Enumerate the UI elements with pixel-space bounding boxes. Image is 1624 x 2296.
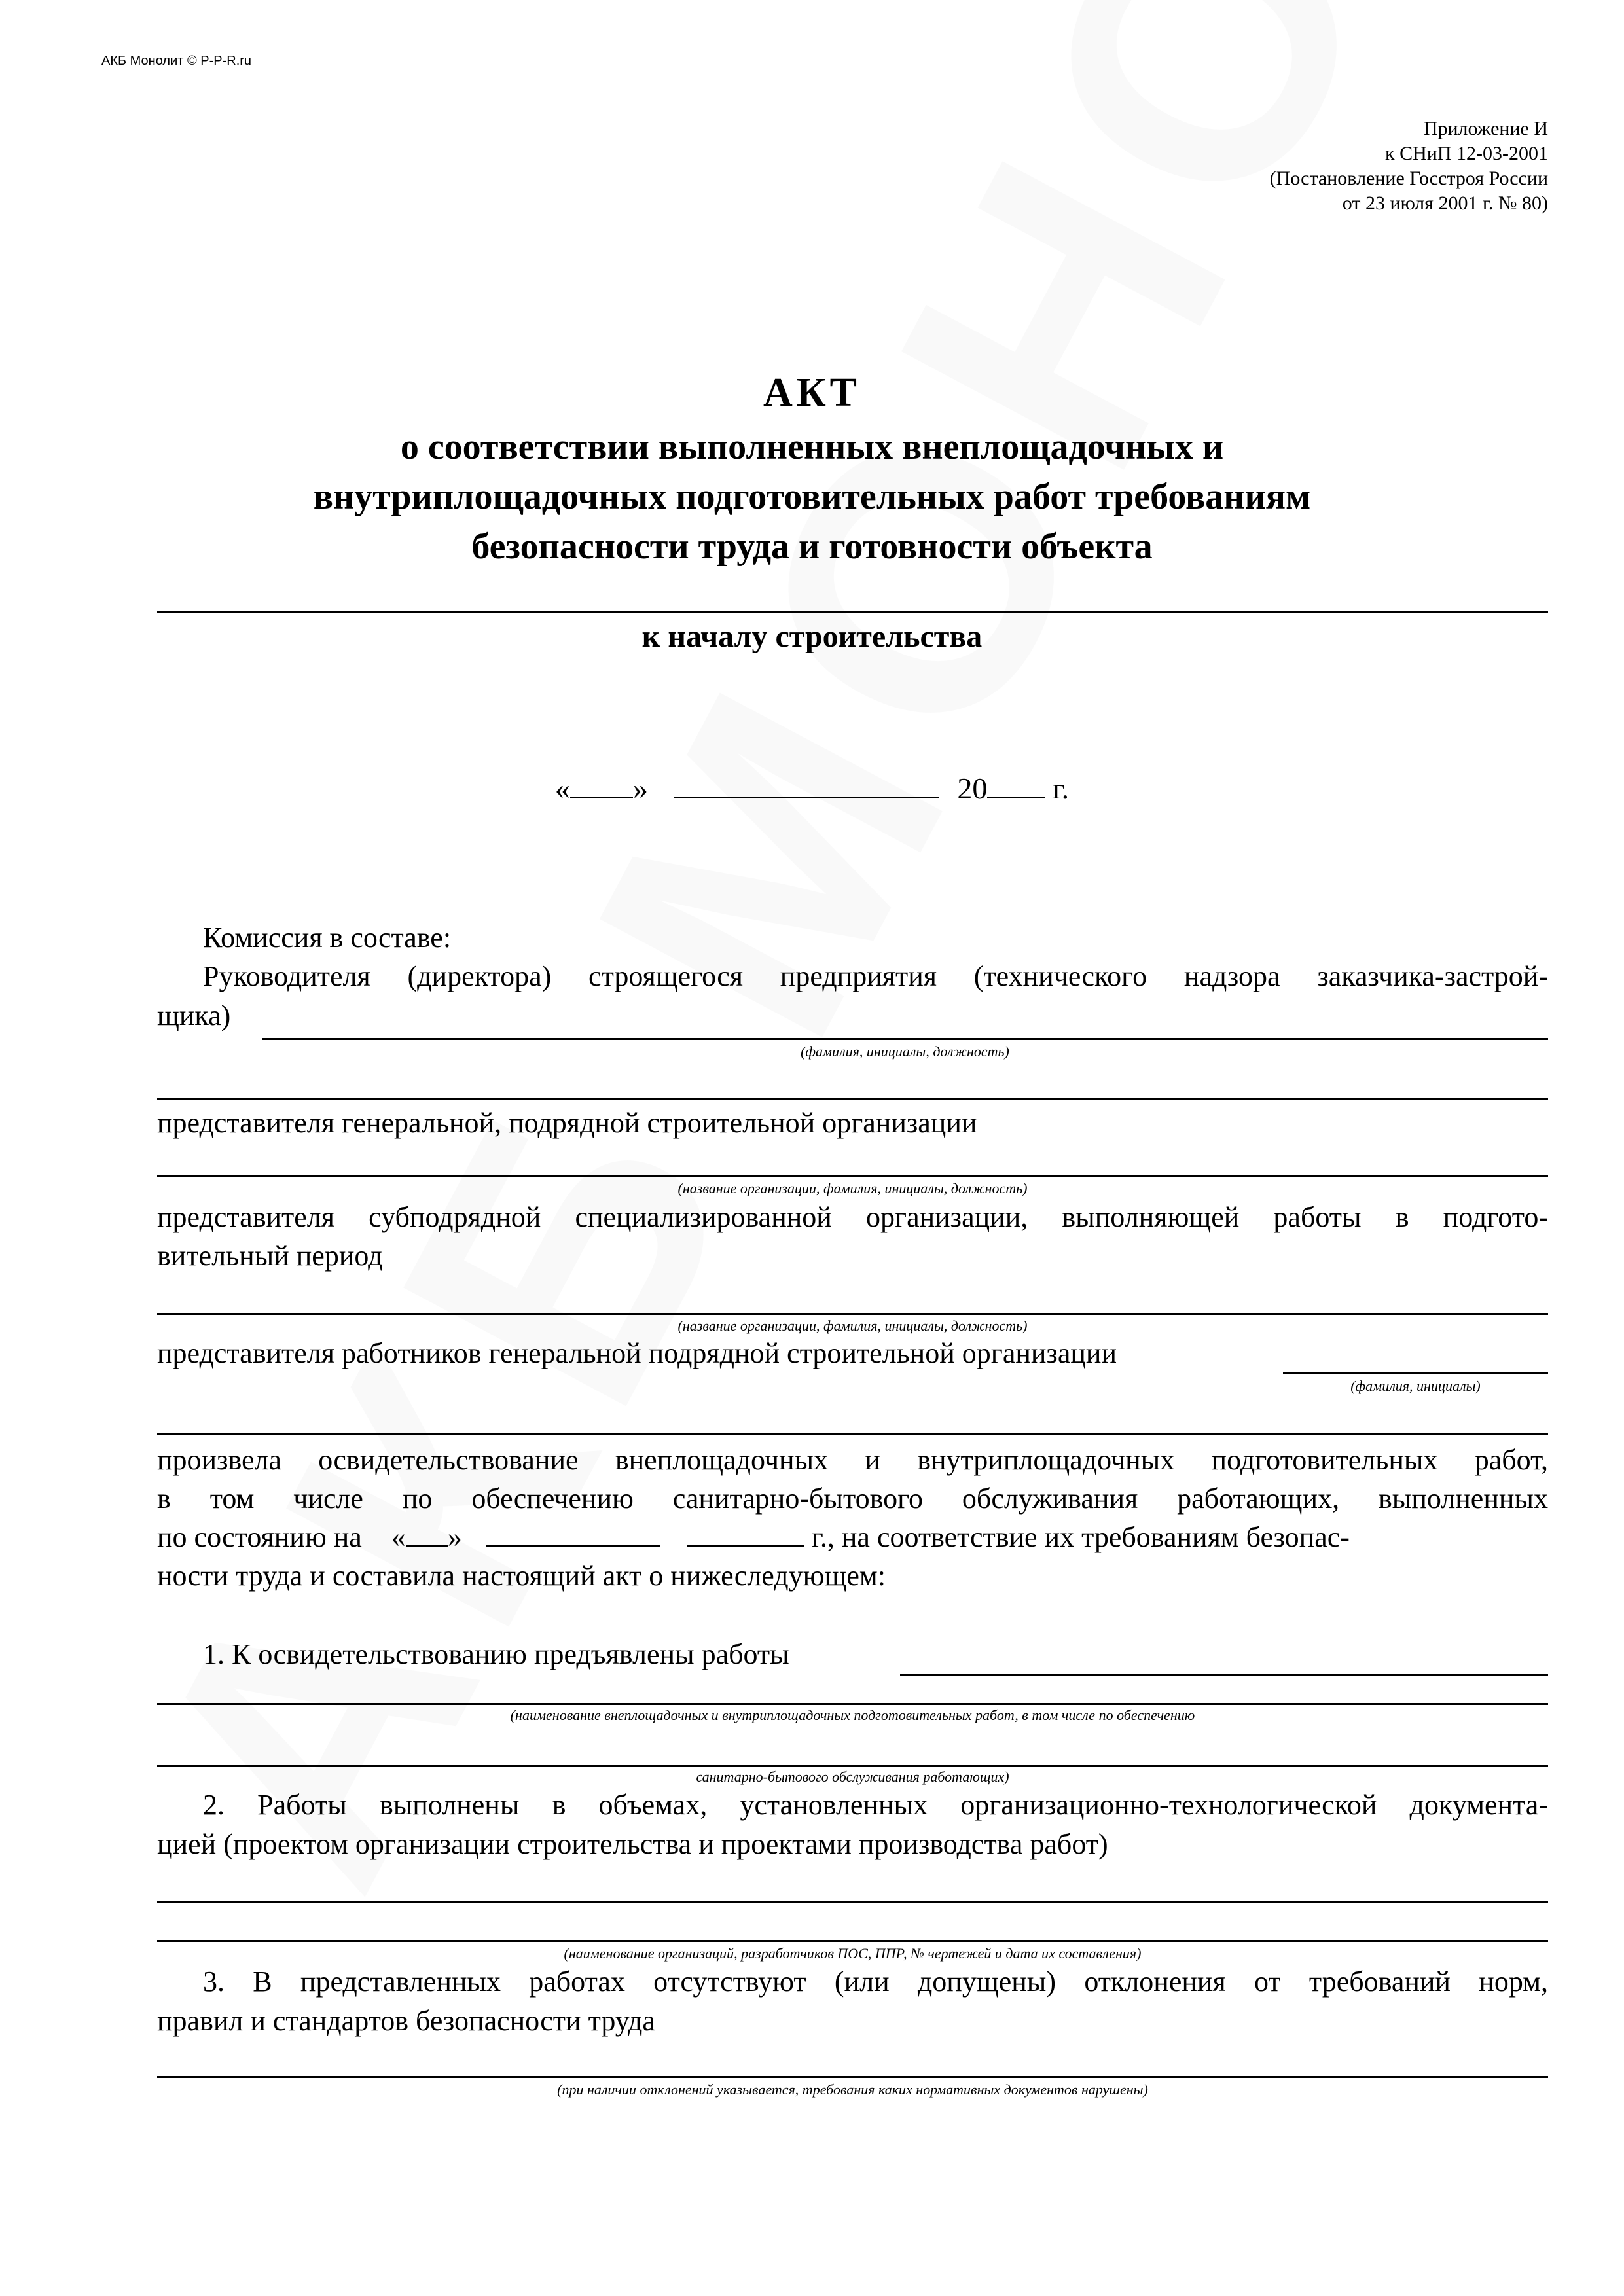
item-3-text-line1: 3. В представленных работах отсутствуют (или допущены) отклонения от требований норм, bbox=[203, 1965, 1548, 1998]
day-field[interactable] bbox=[570, 772, 633, 798]
year-suffix: г. bbox=[1052, 772, 1070, 805]
appendix-reference bbox=[1270, 117, 1548, 216]
general-contractor-field[interactable] bbox=[157, 1175, 1548, 1177]
item-2-field[interactable] bbox=[157, 1901, 1548, 1903]
item-1-field-line2[interactable] bbox=[157, 1703, 1548, 1705]
subcontractor-caption: (название организации, фамилия, инициалы, должность) bbox=[677, 1318, 1028, 1334]
subtitle-line: безопасности труда и готовности объекта bbox=[471, 526, 1153, 567]
director-caption: (фамилия, инициалы, должность) bbox=[801, 1043, 1009, 1060]
commission-intro: Комиссия в составе: bbox=[203, 922, 452, 954]
title-rule bbox=[157, 611, 1548, 613]
workers-rep-field-extra[interactable] bbox=[157, 1433, 1548, 1435]
workers-rep-caption: (фамилия, инициалы) bbox=[1350, 1378, 1481, 1394]
inspection-day-field[interactable] bbox=[406, 1520, 448, 1547]
document-subtitle bbox=[0, 422, 1624, 571]
director-label-line1: Руководителя (директора) строящегося предприятия (технического надзора заказчика-застрой- bbox=[203, 960, 1548, 992]
document-subtitle-start: к началу строительства bbox=[641, 619, 983, 654]
director-field[interactable] bbox=[262, 1038, 1548, 1040]
workers-rep-field[interactable] bbox=[1283, 1372, 1548, 1374]
item-1-caption1: (наименование внеплощадочных и внутриплощадочных подготовительных работ, в том числе по обеспечению bbox=[510, 1707, 1195, 1723]
general-contractor-label: представителя генеральной, подрядной строительной организации bbox=[157, 1107, 977, 1139]
inspection-month-field[interactable] bbox=[486, 1520, 660, 1547]
item-2-caption: (наименование организаций, разработчиков ПОС, ППР, № чертежей и дата их составления) bbox=[564, 1945, 1142, 1962]
workers-rep-label: представителя работников генеральной подрядной строительной организации bbox=[157, 1337, 1117, 1369]
copyright-header: АКБ Монолит © P-P-R.ru bbox=[101, 54, 252, 68]
month-field[interactable] bbox=[674, 772, 939, 798]
document-title: АКТ bbox=[763, 370, 861, 415]
item-3-text-line2: правил и стандартов безопасности труда bbox=[157, 2005, 655, 2037]
century-text: 20 bbox=[957, 772, 988, 805]
item-2-text-line1: 2. Работы выполнены в объемах, установленных организационно-технологической документа- bbox=[203, 1789, 1548, 1821]
item-1-caption2: санитарно-бытового обслуживания работающих) bbox=[696, 1768, 1009, 1785]
subcontractor-field[interactable] bbox=[157, 1313, 1548, 1315]
appendix-line: (Постановление Госстроя России bbox=[1269, 168, 1548, 189]
subtitle-line: внутриплощадочных подготовительных работ требованиям bbox=[313, 476, 1311, 517]
subcontractor-label-line2: вительный период bbox=[157, 1240, 383, 1272]
appendix-line: к СНиП 12-03-2001 bbox=[1385, 143, 1548, 164]
inspection-line2: в том числе по обеспечению санитарно-бытового обслуживания работающих, выполненных bbox=[157, 1482, 1548, 1515]
item-1-text: 1. К освидетельствованию предъявлены работы bbox=[203, 1638, 789, 1670]
inspection-date-suffix: г., на соответствие их требованиям безопас- bbox=[811, 1521, 1350, 1553]
item-2-field-line2[interactable] bbox=[157, 1940, 1548, 1942]
item-3-caption: (при наличии отклонений указывается, требования каких нормативных документов нарушены) bbox=[557, 2081, 1148, 2098]
appendix-line: Приложение И bbox=[1423, 118, 1548, 139]
director-label-line2: щика) bbox=[157, 999, 231, 1031]
inspection-year-field[interactable] bbox=[687, 1520, 804, 1547]
year-field[interactable] bbox=[987, 772, 1045, 798]
item-3-field[interactable] bbox=[157, 2076, 1548, 2078]
quote-close: » bbox=[632, 772, 648, 805]
subcontractor-label-line1: представителя субподрядной специализированной организации, выполняющей работы в подгото- bbox=[157, 1201, 1548, 1233]
director-field-extra[interactable] bbox=[157, 1098, 1548, 1100]
inspection-line1: произвела освидетельствование внеплощадочных и внутриплощадочных подготовительных работ, bbox=[157, 1444, 1548, 1476]
quote-close: » bbox=[447, 1521, 462, 1553]
quote-open: « bbox=[391, 1521, 406, 1553]
item-1-field[interactable] bbox=[900, 1674, 1548, 1676]
item-1-field-line3[interactable] bbox=[157, 1765, 1548, 1767]
subtitle-line: о соответствии выполненных внеплощадочных и bbox=[400, 427, 1224, 467]
item-2-text-line2: цией (проектом организации строительства и проектами производства работ) bbox=[157, 1828, 1108, 1860]
general-contractor-caption: (название организации, фамилия, инициалы, должность) bbox=[677, 1180, 1028, 1196]
inspection-line4: ности труда и составила настоящий акт о нижеследующем: bbox=[157, 1560, 886, 1592]
quote-open: « bbox=[554, 772, 570, 805]
document-date-line bbox=[0, 771, 1624, 806]
inspection-line3 bbox=[157, 1519, 1548, 1556]
inspection-date-prefix: по состоянию на bbox=[157, 1521, 362, 1553]
appendix-line: от 23 июля 2001 г. № 80) bbox=[1342, 192, 1548, 214]
